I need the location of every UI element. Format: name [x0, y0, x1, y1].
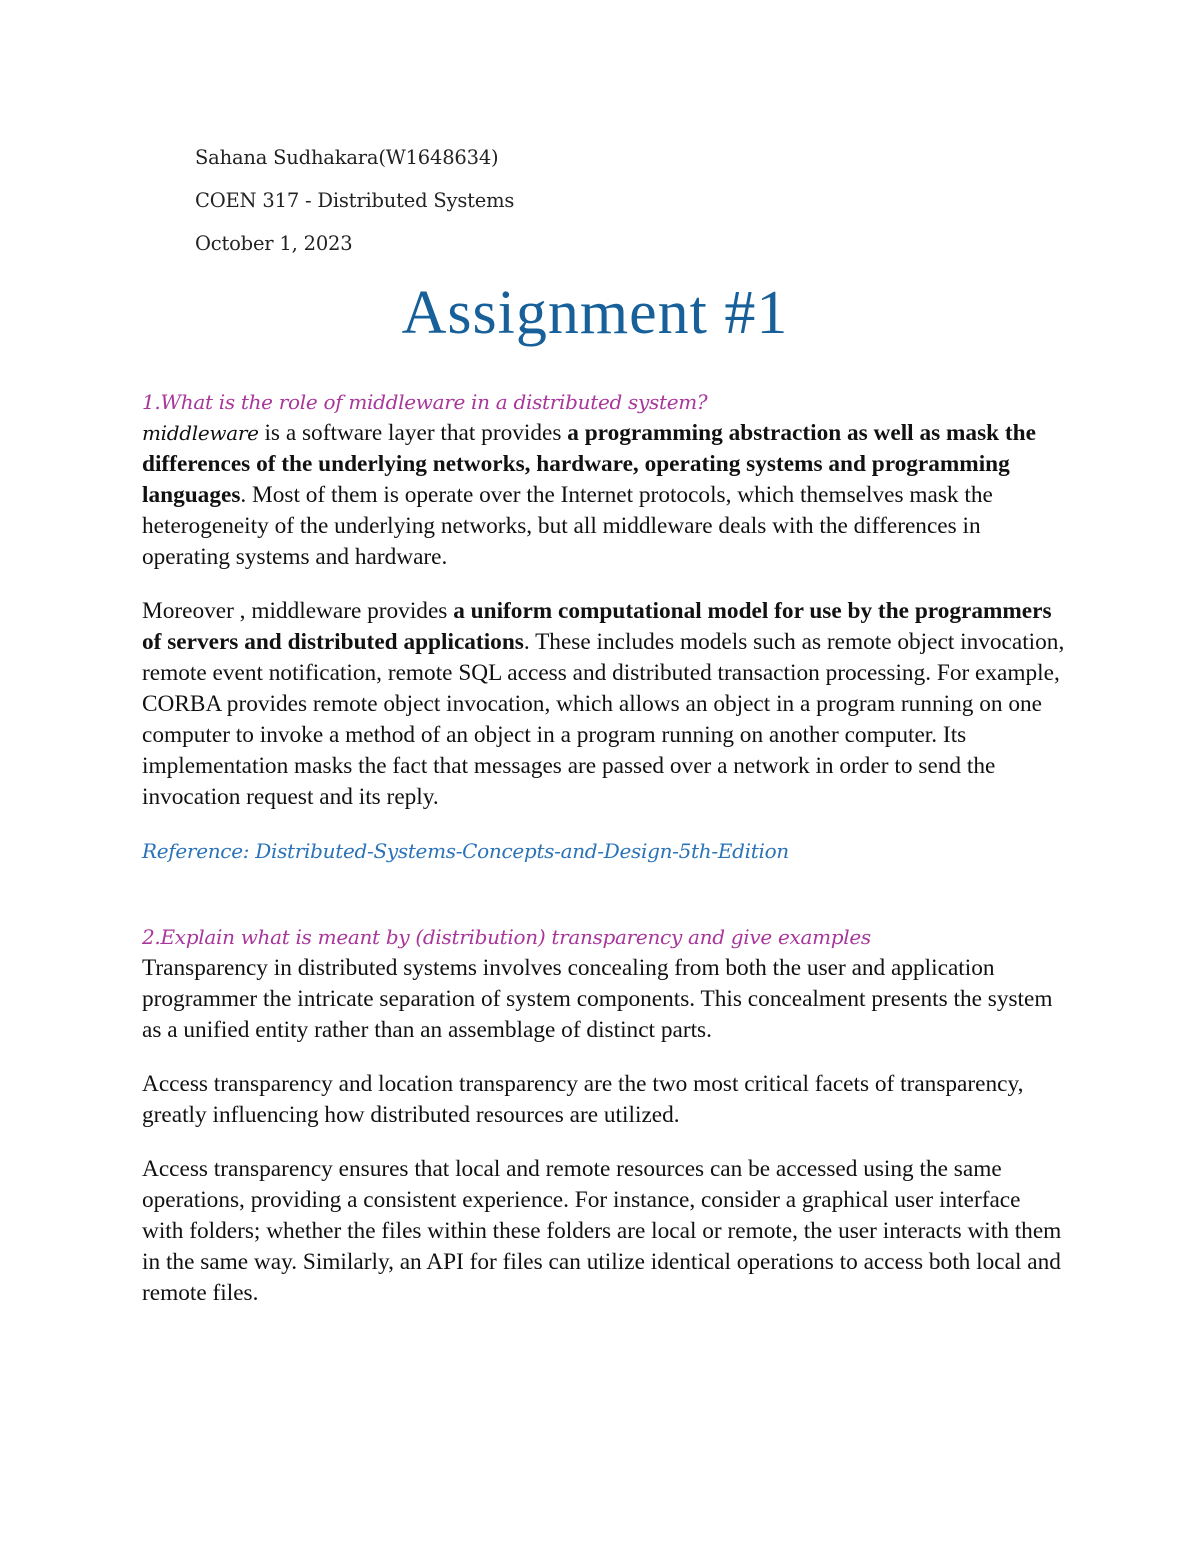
- q1-p2-text-b: . These includes models such as remote object invocation, remote event notification, remote SQL access and distributed transaction processing. For example, CORBA provides remote object invocation, which allows an object in a program running on one computer to invoke a method of an object in a program running on another computer. Its implementation masks the fact that messages are passed over a network in order to send the invocation request and its reply.: [142, 629, 1065, 810]
- author-name: Sahana Sudhakara(W1648634): [195, 146, 499, 169]
- question-1: 1.What is the role of middleware in a distributed system?: [142, 390, 708, 414]
- course-name: COEN 317 - Distributed Systems: [195, 189, 515, 212]
- q1-paragraph-2: [142, 596, 1067, 813]
- q1-paragraph-1: [142, 418, 1067, 573]
- q2-paragraph-3: Access transparency ensures that local and remote resources can be accessed using the same operations, providing a consistent experience. For instance, consider a graphical user interface with folders; whether the files within these folders are local or remote, the user interacts with them in the same way. Similarly, an API for files can utilize identical operations to access both local and remote files.: [142, 1156, 1062, 1306]
- q1-p1-text-a: is a software layer that provides: [258, 420, 568, 446]
- q1-term: middleware: [142, 421, 259, 445]
- q2-paragraph-2: Access transparency and location transparency are the two most critical facets of transparency, greatly influencing how distributed resources are utilized.: [142, 1071, 1024, 1128]
- q1-p1-text-b: . Most of them is operate over the Internet protocols, which themselves mask the heterogeneity of the underlying networks, but all middleware deals with the differences in operating systems and hardware.: [142, 482, 993, 570]
- document-date: October 1, 2023: [195, 232, 353, 255]
- q1-p2-text-a: Moreover , middleware provides: [142, 598, 454, 624]
- question-2: 2.Explain what is meant by (distribution) transparency and give examples: [142, 925, 871, 949]
- q2-paragraph-1: Transparency in distributed systems involves concealing from both the user and application programmer the intricate separation of system components. This concealment presents the system as a unified entity rather than an assemblage of distinct parts.: [142, 955, 1053, 1043]
- q1-p2-bold: a uniform computational model for use by the programmers of servers and distributed applications: [142, 598, 1052, 655]
- q1-reference: Reference: Distributed-Systems-Concepts-and-Design-5th-Edition: [142, 839, 789, 863]
- q1-p1-bold: a programming abstraction as well as mask the differences of the underlying networks, hardware, operating systems and programming languages: [142, 420, 1036, 508]
- page-title: Assignment #1: [401, 279, 789, 347]
- document-body: [142, 387, 1067, 1309]
